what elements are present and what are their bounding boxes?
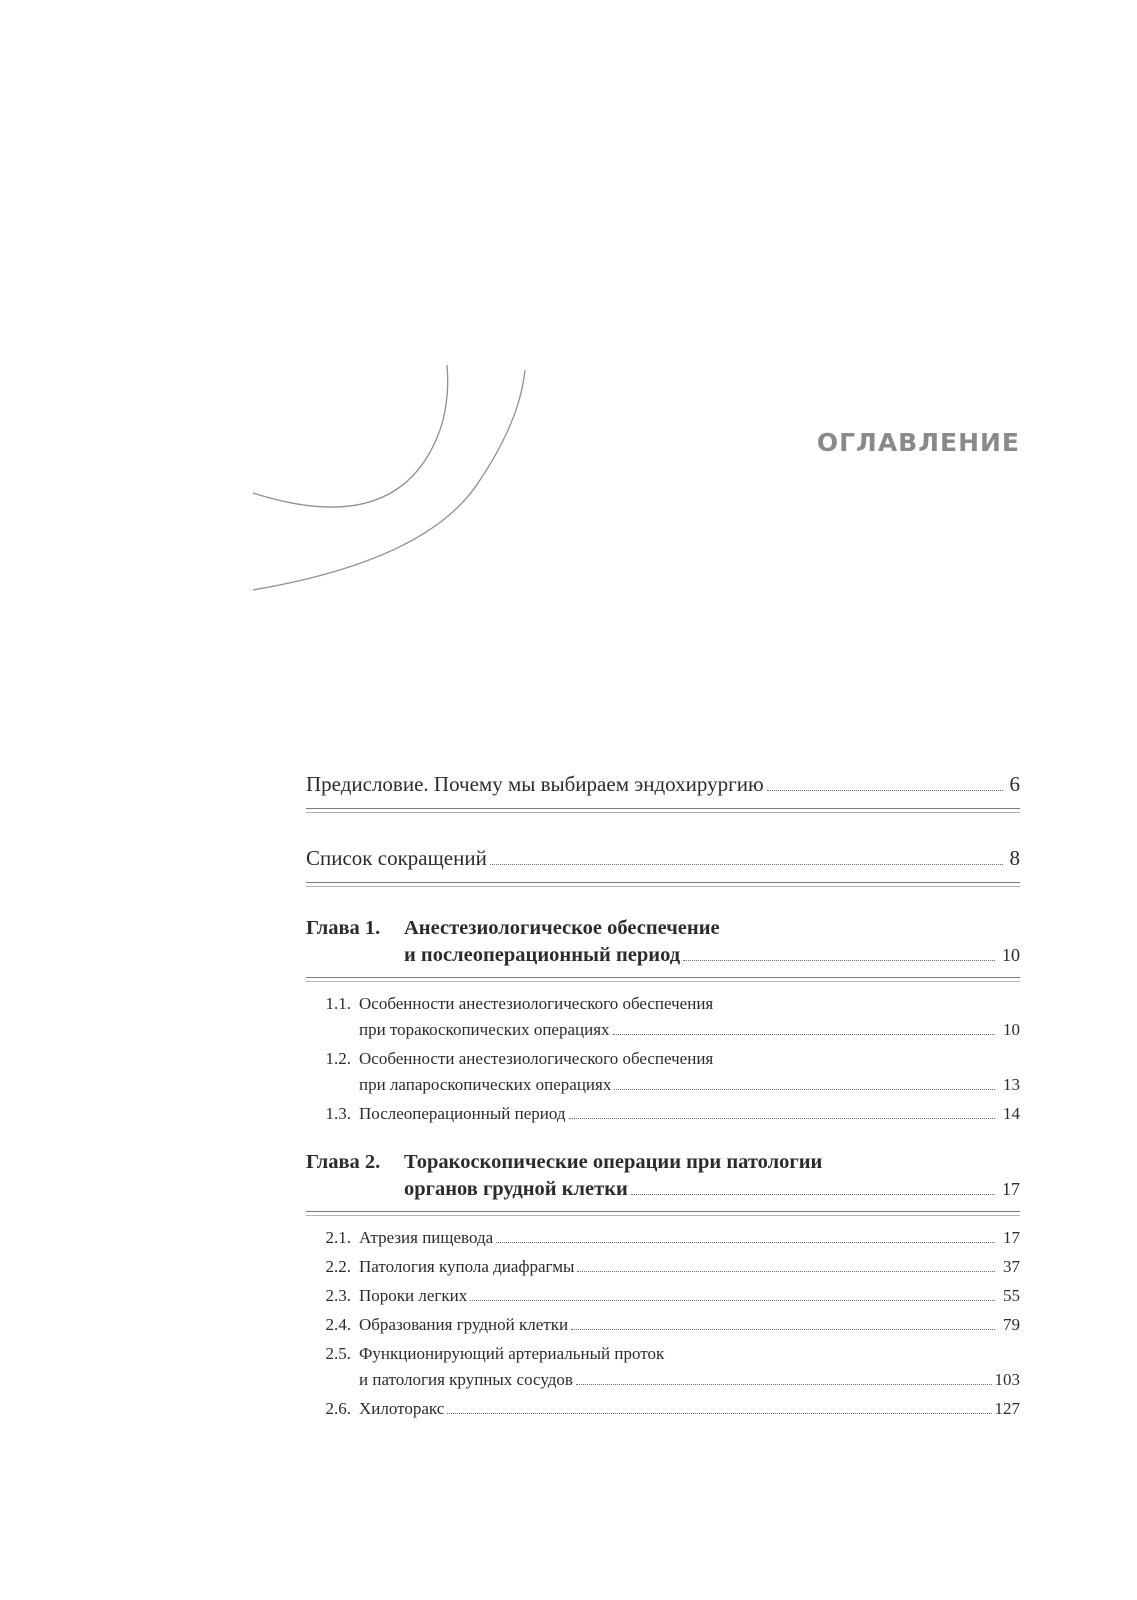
page-number: 127 (994, 1399, 1020, 1418)
section-title: Образования грудной клетки (359, 1315, 569, 1334)
toc-section-2-1[interactable] (306, 1228, 1020, 1257)
section-number: 2.5. (325, 1344, 351, 1363)
divider (306, 1211, 1020, 1216)
section-number: 1.3. (325, 1104, 351, 1123)
dot-leader (613, 1034, 995, 1035)
section-number: 1.2. (325, 1049, 351, 1068)
dot-leader (577, 1271, 995, 1272)
page-number: 6 (1009, 772, 1020, 796)
section-title: Атрезия пищевода (359, 1228, 494, 1247)
page-number: 8 (1009, 846, 1020, 870)
page-number: 103 (994, 1370, 1020, 1389)
page-number: 79 (1003, 1315, 1020, 1334)
toc-section-2-3[interactable] (306, 1286, 1020, 1315)
chapter-1-sections (306, 994, 1020, 1133)
toc-section-1-2[interactable] (306, 1049, 1020, 1104)
section-number: 1.1. (325, 994, 351, 1013)
section-title: Особенности анестезиологического обеспечения (359, 994, 714, 1013)
chapter-title-cont: и послеоперационный период (404, 944, 681, 966)
chapter-number: Глава 2. (306, 1151, 381, 1173)
toc-entry-abbreviations[interactable] (306, 846, 1020, 874)
section-number: 2.1. (325, 1228, 351, 1247)
chapter-number: Глава 1. (306, 917, 381, 939)
section-title: Пороки легких (359, 1286, 468, 1305)
page-number: 37 (1003, 1257, 1020, 1276)
divider (306, 977, 1020, 982)
divider (306, 808, 1020, 813)
section-title: Особенности анестезиологического обеспечения (359, 1049, 714, 1068)
dot-leader (571, 1329, 995, 1330)
page-number: 17 (1003, 1228, 1020, 1247)
chapter-2-sections (306, 1228, 1020, 1428)
page-number: 10 (1003, 1020, 1020, 1039)
section-title: Функционирующий артериальный проток (359, 1344, 665, 1363)
dot-leader (490, 864, 1003, 865)
section-title-cont: и патология крупных сосудов (359, 1370, 573, 1389)
dot-leader (569, 1118, 995, 1119)
page-number: 55 (1003, 1286, 1020, 1305)
chapter-1-heading[interactable] (306, 917, 1020, 971)
section-number: 2.3. (325, 1286, 351, 1305)
arc-large (253, 370, 525, 590)
chapter-2-heading[interactable] (306, 1151, 1020, 1205)
arc-small (253, 365, 448, 507)
dot-leader (631, 1194, 995, 1195)
toc-section-2-2[interactable] (306, 1257, 1020, 1286)
dot-leader (683, 960, 995, 961)
entry-title: Список сокращений (306, 846, 487, 870)
chapter-title-cont: органов грудной клетки (404, 1178, 628, 1200)
toc-section-1-3[interactable] (306, 1104, 1020, 1133)
dot-leader (614, 1089, 995, 1090)
section-number: 2.6. (325, 1399, 351, 1418)
toc-heading: ОГЛАВЛЕНИЕ (816, 428, 1020, 457)
divider (306, 882, 1020, 887)
section-number: 2.2. (325, 1257, 351, 1276)
dot-leader (470, 1300, 995, 1301)
section-title: Послеоперационный период (359, 1104, 566, 1123)
dot-leader (576, 1384, 992, 1385)
toc-section-2-6[interactable] (306, 1399, 1020, 1428)
section-number: 2.4. (325, 1315, 351, 1334)
dot-leader (767, 790, 1003, 791)
table-of-contents (306, 772, 1020, 1428)
section-title: Хилоторакс (359, 1399, 445, 1418)
toc-section-2-5[interactable] (306, 1344, 1020, 1399)
page-number: 17 (1002, 1179, 1020, 1199)
section-title-cont: при торакоскопических операциях (359, 1020, 610, 1039)
section-title-cont: при лапароскопических операциях (359, 1075, 612, 1094)
section-title: Патология купола диафрагмы (359, 1257, 575, 1276)
chapter-title: Торакоскопические операции при патологии (404, 1151, 823, 1173)
toc-section-2-4[interactable] (306, 1315, 1020, 1344)
page-number: 14 (1003, 1104, 1020, 1123)
chapter-title: Анестезиологическое обеспечение (404, 917, 720, 939)
dot-leader (447, 1413, 991, 1414)
page-number: 10 (1002, 945, 1020, 965)
toc-entry-preface[interactable] (306, 772, 1020, 800)
entry-title: Предисловие. Почему мы выбираем эндохирургию (306, 772, 764, 796)
dot-leader (496, 1242, 995, 1243)
page-number: 13 (1003, 1075, 1020, 1094)
toc-section-1-1[interactable] (306, 994, 1020, 1049)
